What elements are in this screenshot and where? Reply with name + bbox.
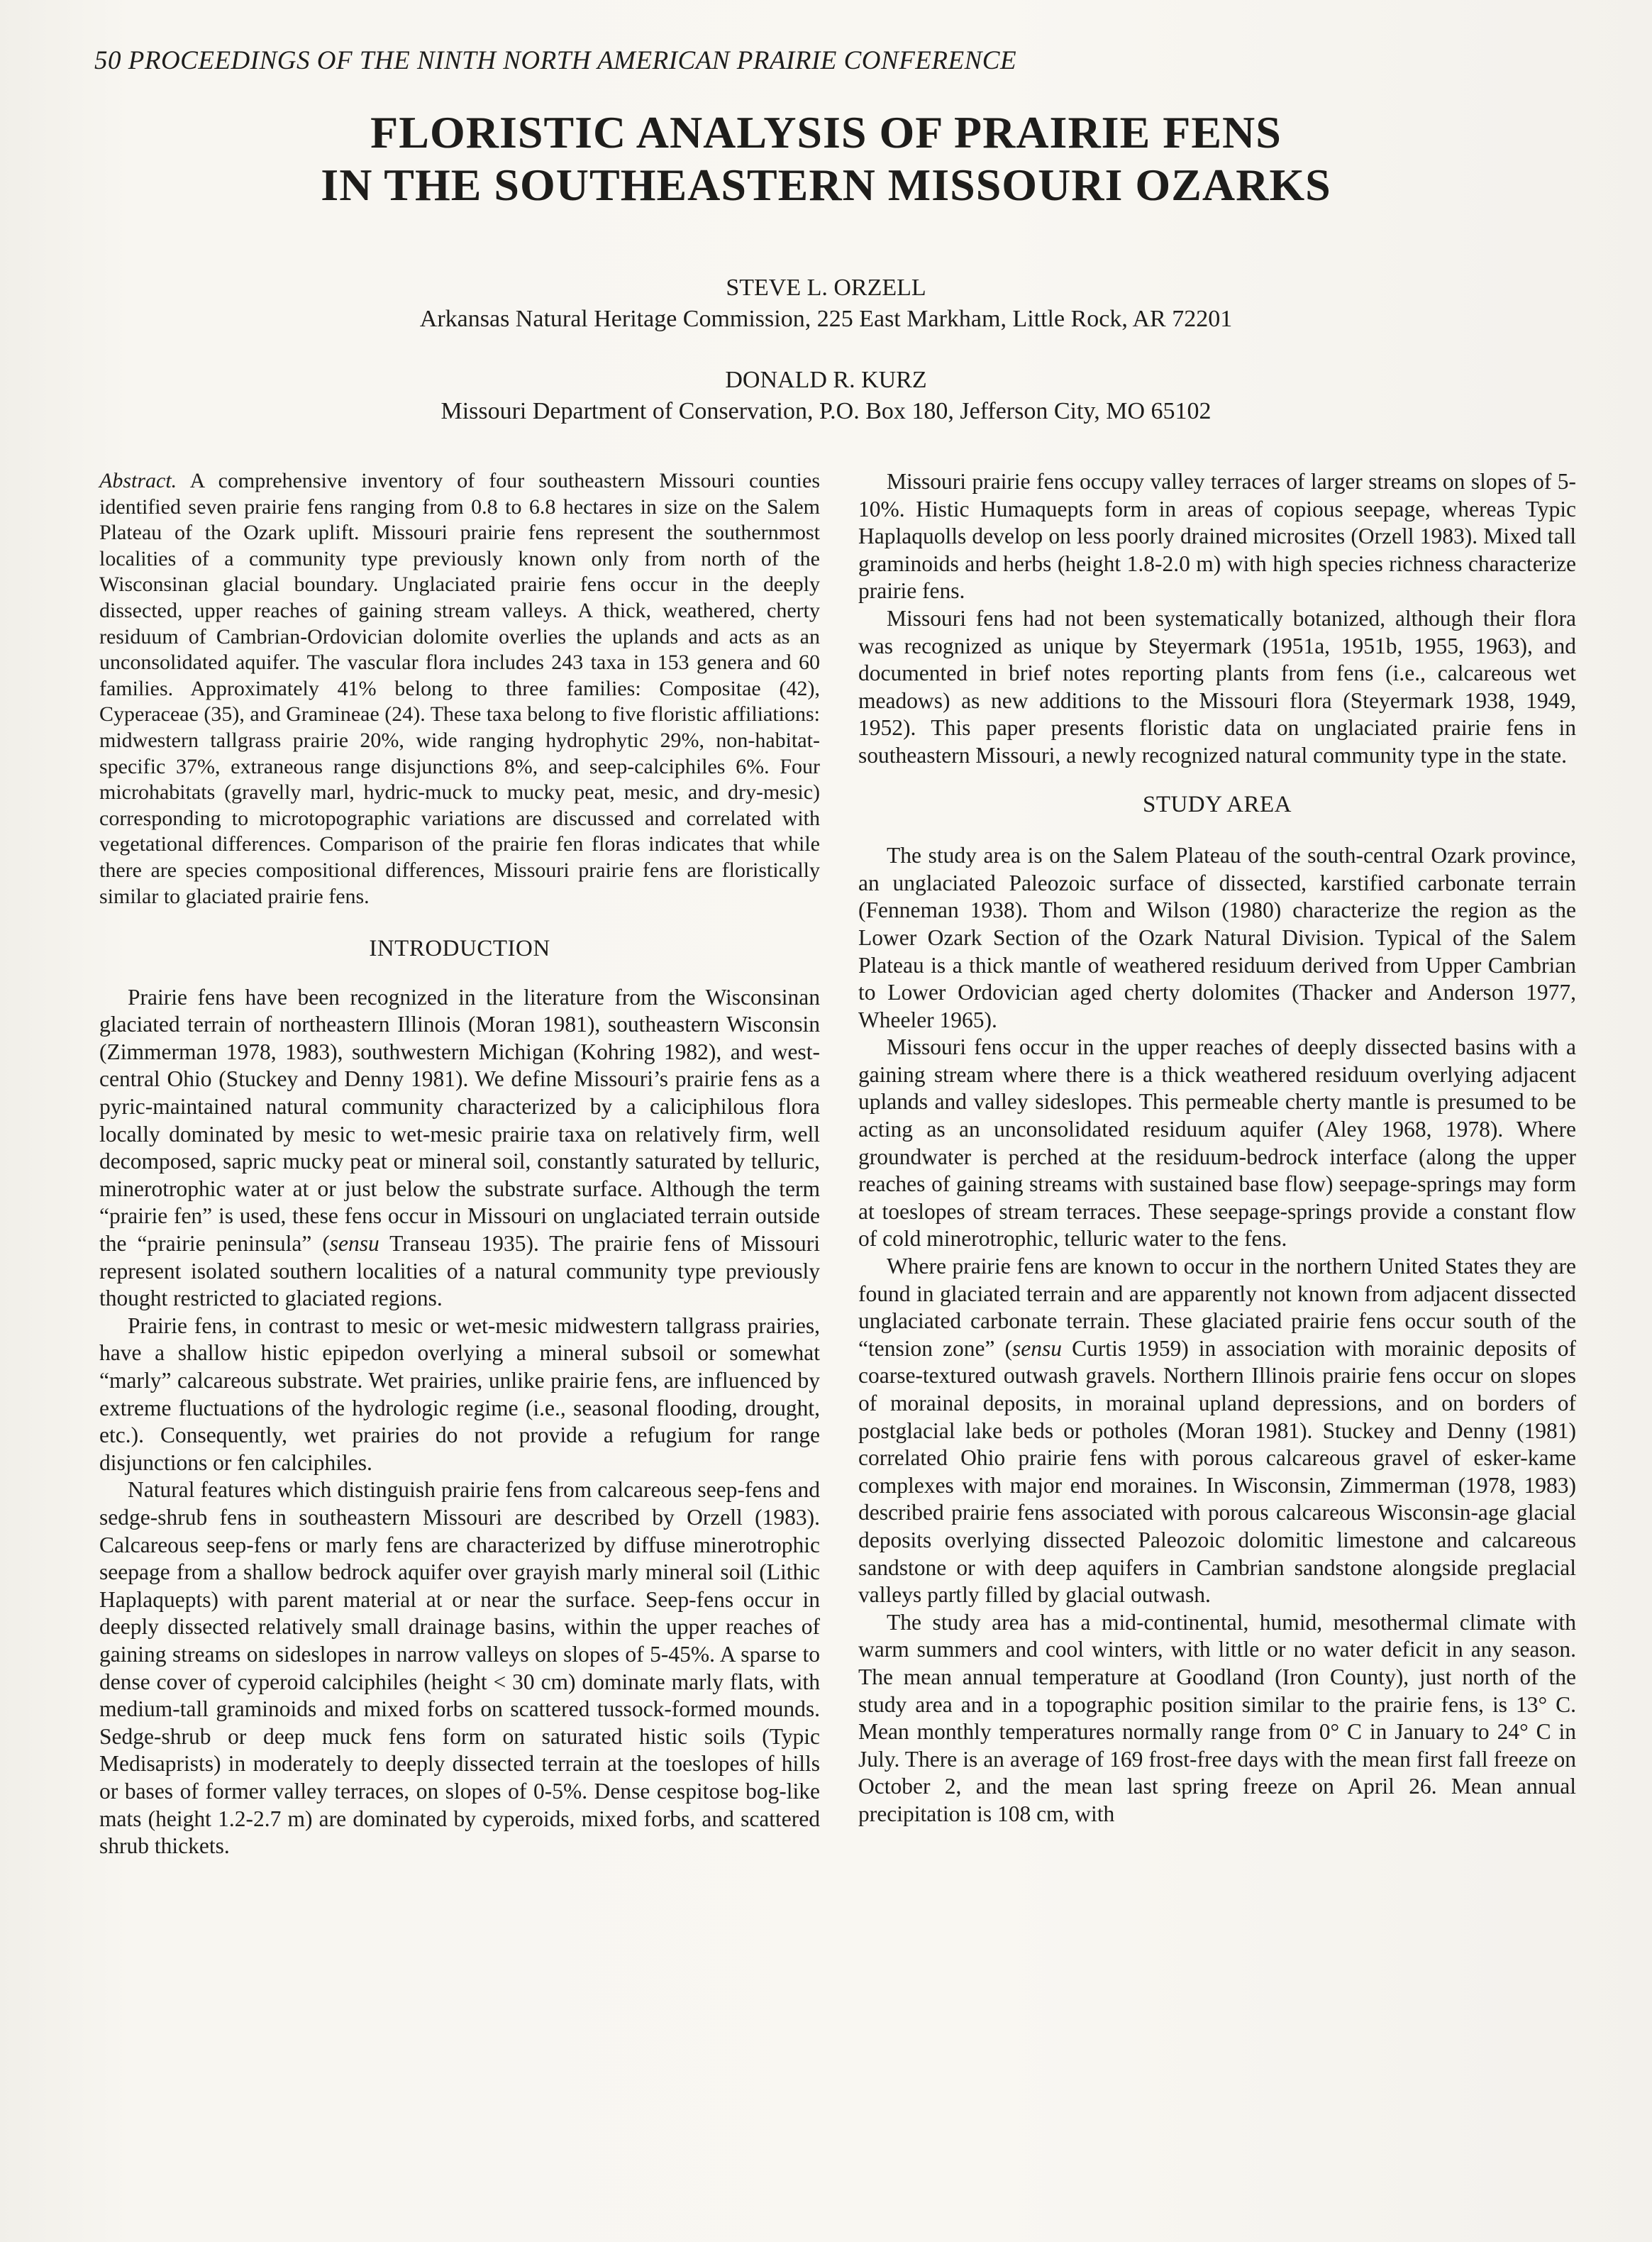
study-paragraph-2: Missouri fens occur in the upper reaches of deeply dissected basins with a gaining stream where there is a thick weathered residuum overlying adjacent uplands and valley sideslopes. This permeable cherty mantle is presumed to be acting as an unconsolidated residuum aquifer (Aley 1968, 1978). Where groundwater is perched at the residuum-bedrock interface (along the upper reaches of gaining streams with sustained base flow) seepage-springs may form at toeslopes of stream terraces. These seepage-springs provide a constant flow of cold minerotrophic, telluric water to the fens. xyxy=(858,1034,1576,1252)
article-title xyxy=(0,106,1652,211)
author-list xyxy=(0,272,1652,457)
section-heading-introduction: INTRODUCTION xyxy=(369,936,550,962)
study-p3-text-b: Curtis 1959) in association with morainic deposits of coarse-textured outwash gravels. Northern Illinois prairie fens occur on slopes of morainal deposits, in morainal upland depressions, and on borders of postglacial lake beds or potholes (Moran 1981). Stuckey and Denny (1981) correlated Ohio prairie fens with porous calcareous gravel of esker-kame complexes with major end moraines. In Wisconsin, Zimmerman (1978, 1983) described prairie fens associated with porous calcareous Wisconsin-age glacial deposits overlying dissected Paleozoic dolomitic limestone and calcareous sandstone or with deep aquifers in Cambrian sandstone alongside preglacial valleys partly filled by glacial outwash. xyxy=(858,1335,1576,1608)
right-paragraph-1: Missouri prairie fens occupy valley terraces of larger streams on slopes of 5-10%. Histic Humaquepts form in areas of copious seepage, whereas Typic Haplaquolls develop on less poorly drained microsites (Orzell 1983). Mixed tall graminoids and herbs (height 1.8-2.0 m) with high species richness characterize prairie fens. xyxy=(858,469,1576,604)
right-paragraph-2: Missouri fens had not been systematically botanized, although their flora was recognized as unique by Steyermark (1951a, 1951b, 1955, 1963), and documented in brief notes reporting plants from fens (i.e., calcareous wet meadows) as new additions to the Missouri flora (Steyermark 1938, 1949, 1952). This paper presents floristic data on unglaciated prairie fens in southeastern Missouri, a newly recognized natural community type in the state. xyxy=(858,605,1576,768)
running-head: 50 PROCEEDINGS OF THE NINTH NORTH AMERICAN PRAIRIE CONFERENCE xyxy=(94,46,1017,75)
author-name: DONALD R. KURZ xyxy=(725,367,927,393)
intro-p1-italic: sensu xyxy=(329,1231,379,1257)
intro-p1-text-a: Prairie fens have been recognized in the literature from the Wisconsinan glaciated terrain of northeastern Illinois (Moran 1981), southeastern Wisconsin (Zimmerman 1978, 1983), southwestern Michigan (Kohring 1982), and west-central Ohio (Stuckey and Denny 1981). We define Missouri’s prairie fens as a pyric-maintained natural community characterized by a caliciphilous flora locally dominated by mesic to wet-mesic prairie taxa on relatively firm, well decomposed, sapric mucky peat or mineral soil, constantly saturated by telluric, minerotrophic water at or just below the substrate surface. Although the term “prairie fen” is used, these fens occur in Missouri on unglaciated terrain outside the “prairie peninsula” ( xyxy=(99,984,820,1257)
abstract xyxy=(99,468,820,910)
intro-paragraph-2: Prairie fens, in contrast to mesic or wet-mesic midwestern tallgrass prairies, have a shallow histic epipedon overlying a mineral subsoil or somewhat “marly” calcareous substrate. Wet prairies, unlike prairie fens, are influenced by extreme fluctuations of the hydrologic regime (i.e., seasonal flooding, drought, etc.). Consequently, wet prairies do not provide a refugium for range disjunctions or fen calciphiles. xyxy=(99,1313,820,1475)
study-paragraph-1: The study area is on the Salem Plateau of the south-central Ozark province, an unglaciated Paleozoic surface of dissected, karstified carbonate terrain (Fenneman 1938). Thom and Wilson (1980) characterize the region as the Lower Ozark Section of the Ozark Natural Division. Typical of the Salem Plateau is a thick mantle of weathered residuum derived from Upper Cambrian to Lower Ordovician aged cherty dolomites (Thacker and Anderson 1977, Wheeler 1965). xyxy=(858,843,1576,1032)
section-heading-study-area: STUDY AREA xyxy=(1142,791,1292,817)
author-name: STEVE L. ORZELL xyxy=(726,275,926,301)
intro-paragraph-1 xyxy=(99,984,820,1313)
abstract-text: A comprehensive inventory of four southeastern Missouri counties identified seven prairie fens ranging from 0.8 to 6.8 hectares in size on the Salem Plateau of the Ozark uplift. Missouri prairie fens represent the southernmost localities of a community type previously known only from north of the Wisconsinan glacial boundary. Unglaciated prairie fens occur in the deeply dissected, upper reaches of gaining stream valleys. A thick, weathered, cherty residuum of Cambrian-Ordovician dolomite overlies the uplands and acts as an unconsolidated aquifer. The vascular flora includes 243 taxa in 153 genera and 60 families. Approximately 41% belong to three families: Compositae (42), Cyperaceae (35), and Gramineae (24). These taxa belong to five floristic affiliations: midwestern tallgrass prairie 20%, wide ranging hydrophytic 29%, non-habitat-specific 37%, extraneous range disjunctions 8%, and seep-calciphiles 6%. Four microhabitats (gravelly marl, hydric-muck to mucky peat, mesic, and dry-mesic) corresponding to microtopographic variations are discussed and correlated with vegetational differences. Comparison of the prairie fen floras indicates that while there are species compositional differences, Missouri prairie fens are floristically similar to glaciated prairie fens. xyxy=(99,469,821,908)
author-2 xyxy=(0,365,1652,427)
study-paragraph-4: The study area has a mid-continental, humid, mesothermal climate with warm summers and cool winters, with little or no water deficit in any season. The mean annual temperature at Goodland (Iron County), just north of the study area and in a topographic position similar to the prairie fens, is 13° C. Mean monthly temperatures normally range from 0° C in January to 24° C in July. There is an average of 169 frost-free days with the mean first fall freeze on October 2, and the mean last spring freeze on April 26. Mean annual precipitation is 108 cm, with xyxy=(858,1609,1576,1826)
title-line-2: IN THE SOUTHEASTERN MISSOURI OZARKS xyxy=(321,160,1331,210)
study-p3-italic: sensu xyxy=(1012,1335,1063,1361)
author-affiliation: Missouri Department of Conservation, P.O. Box 180, Jefferson City, MO 65102 xyxy=(440,398,1212,424)
intro-paragraph-3: Natural features which distinguish prairie fens from calcareous seep-fens and sedge-shrub fens in southeastern Missouri are described by Orzell (1983). Calcareous seep-fens or marly fens are characterized by diffuse minerotrophic seepage from a shallow bedrock aquifer over grayish marly mineral soil (Lithic Haplaquepts) with parent material at or near the surface. Seep-fens occur in deeply dissected relatively small drainage basins, within the upper reaches of gaining streams on sideslopes in narrow valleys on slopes of 5-45%. A sparse to dense cover of cyperoid calciphiles (height < 30 cm) dominate marly flats, with medium-tall graminoids and mixed forbs on scattered tussock-formed mounds. Sedge-shrub or deep muck fens form on saturated histic soils (Typic Medisaprists) in moderately to deeply dissected terrain at the toeslopes of hills or bases of former valley terraces, on slopes of 0-5%. Dense cespitose bog-like mats (height 1.2-2.7 m) are dominated by cyperoids, mixed forbs, and scattered shrub thickets. xyxy=(99,1477,820,1859)
author-1 xyxy=(0,272,1652,335)
right-column xyxy=(858,468,1576,1828)
title-line-1: FLORISTIC ANALYSIS OF PRAIRIE FENS xyxy=(370,107,1282,158)
abstract-label: Abstract. xyxy=(99,469,177,492)
study-paragraph-3 xyxy=(858,1253,1576,1609)
left-column xyxy=(99,468,820,1860)
author-affiliation: Arkansas Natural Heritage Commission, 225 East Markham, Little Rock, AR 72201 xyxy=(419,306,1233,332)
study-p3-text-a: Where prairie fens are known to occur in the northern United States they are found in glaciated terrain and are apparently not known from adjacent dissected unglaciated carbonate terrain. These glaciated prairie fens occur south of the “tension zone” ( xyxy=(858,1254,1576,1361)
intro-p1-text-b: Transeau 1935). The prairie fens of Missouri represent isolated southern localities of a natural community type previously thought restricted to glaciated regions. xyxy=(99,1231,820,1311)
